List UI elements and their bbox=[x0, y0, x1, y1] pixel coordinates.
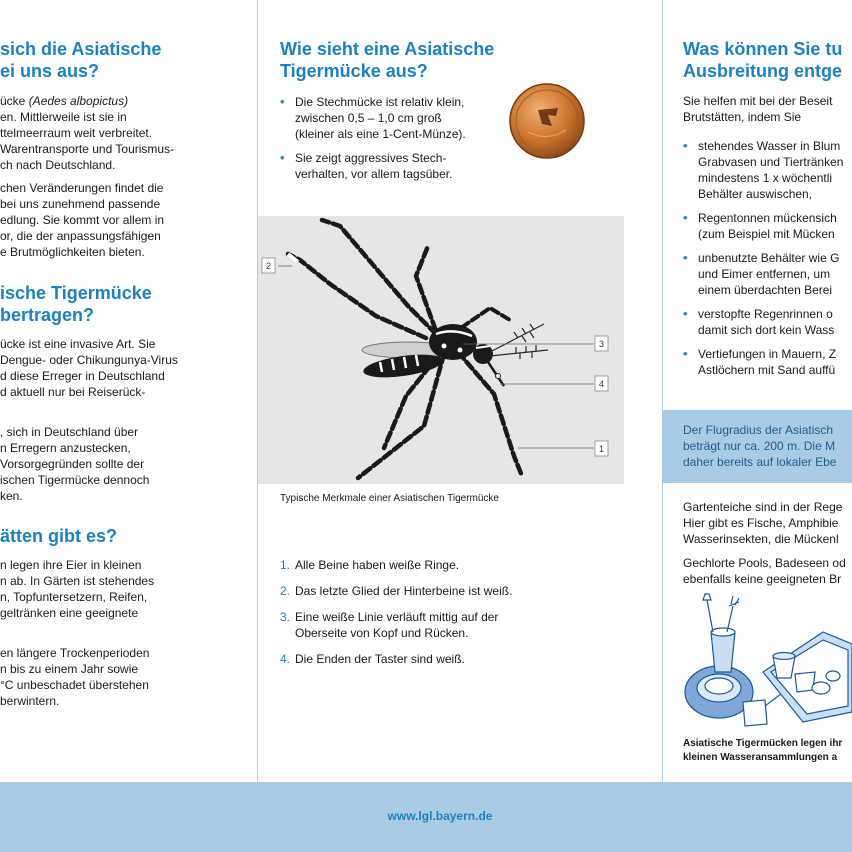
list-item: • Vertiefungen in Mauern, Z Astlöchern mit Sand auffü bbox=[683, 346, 843, 378]
list-item: 3. Eine weiße Linie verläuft mittig auf der Oberseite von Kopf und Rücken. bbox=[280, 610, 499, 640]
paragraph-eggs: n legen ihre Eier in kleinen n ab. In Gärten ist stehendes n, Topfuntersetzern, Reifen, geltränken eine geeignete bbox=[0, 558, 155, 620]
paragraph-pools: Gechlorte Pools, Badeseen od ebenfalls keine geeigneten Br bbox=[683, 556, 846, 586]
prevention-intro: Sie helfen mit bei der Beseit Brutstätten, indem Sie bbox=[683, 94, 833, 124]
list-item: • verstopfte Regenrinnen o damit sich dort kein Wass bbox=[683, 306, 843, 338]
footer-bar bbox=[0, 782, 852, 852]
paragraph-ponds: Gartenteiche sind in der Rege Hier gibt es Fische, Amphibie Wasserinsekten, die Mückenl bbox=[683, 500, 843, 546]
list-item: 2. Das letzte Glied der Hinterbeine ist weiß. bbox=[280, 584, 513, 598]
paragraph-risk: , sich in Deutschland über n Erregern anzustecken, Vorsorgegründen sollte der ischen Tigermücke dennoch ken. bbox=[0, 425, 150, 503]
label-2: 2 bbox=[265, 261, 272, 271]
heading-prevention: Was können Sie tu Ausbreitung entge bbox=[683, 39, 843, 81]
list-item: • unbenutzte Behälter wie G und Eimer entfernen, um einem überdachten Berei bbox=[683, 250, 843, 298]
appearance-list bbox=[280, 94, 466, 182]
middle-column bbox=[258, 0, 662, 782]
info-box bbox=[663, 410, 852, 483]
list-item: • Regentonnen mückensich (zum Beispiel mit Mücken bbox=[683, 210, 843, 242]
info-text: Der Flugradius der Asiatisch beträgt nur ca. 200 m. Die M daher bereits auf lokaler Ebe bbox=[683, 423, 837, 469]
prevention-list bbox=[683, 138, 843, 378]
heading-where: sich die Asiatische ei uns aus? bbox=[0, 39, 162, 81]
containers-caption: Asiatische Tigermücken legen ihr kleinen Wasseransammlungen a bbox=[683, 738, 843, 763]
label-1: 1 bbox=[598, 444, 605, 454]
label-3: 3 bbox=[598, 339, 605, 349]
mosquito-illustration bbox=[258, 216, 624, 484]
list-item: • stehendes Wasser in Blum Grabvasen und Tiertränken mindestens 1 x wöchentli Behälter auswischen, bbox=[683, 138, 843, 202]
right-column bbox=[663, 0, 852, 782]
paragraph-invasive: ücke ist eine invasive Art. Sie Dengue- oder Chikungunya-Virus d diese Erreger in Deutschland d aktuell nur bei Reiserück- bbox=[0, 337, 178, 399]
paragraph-spread: ücke (Aedes albopictus) en. Mittlerweile ist sie in ttelmeerraum weit verbreitet. Warentransporte und Tourismus- ch nach Deutschland. bbox=[0, 94, 175, 172]
left-column bbox=[0, 0, 257, 782]
illustration-caption: Typische Merkmale einer Asiatischen Tigermücke bbox=[280, 493, 499, 504]
heading-appearance: Wie sieht eine Asiatische Tigermücke aus? bbox=[280, 39, 495, 81]
list-item: 4. Die Enden der Taster sind weiß. bbox=[280, 652, 465, 666]
list-item: • Die Stechmücke ist relativ klein, zwischen 0,5 – 1,0 cm groß (kleiner als eine 1-Cent-Münze). bbox=[280, 94, 466, 142]
paragraph-climate: chen Veränderungen findet die bei uns zunehmend passende edlung. Sie kommt vor allem in or, die der anpassungsfähigen e Brutmöglichkeiten bieten. bbox=[0, 181, 165, 259]
heading-diseases: ische Tigermücke bertragen? bbox=[0, 283, 152, 325]
list-item: 1. Alle Beine haben weiße Ringe. bbox=[280, 558, 460, 572]
containers-illustration bbox=[683, 592, 852, 734]
heading-breeding: ätten gibt es? bbox=[0, 526, 118, 546]
footer-url[interactable]: www.lgl.bayern.de bbox=[387, 809, 493, 823]
paragraph-survival: en längere Trockenperioden n bis zu einem Jahr sowie °C unbeschadet überstehen berwintern. bbox=[0, 646, 150, 708]
features-list bbox=[280, 557, 512, 667]
list-item: • Sie zeigt aggressives Stech- verhalten, vor allem tagsüber. bbox=[280, 150, 466, 182]
coin-image bbox=[508, 82, 586, 160]
label-4: 4 bbox=[598, 379, 605, 389]
